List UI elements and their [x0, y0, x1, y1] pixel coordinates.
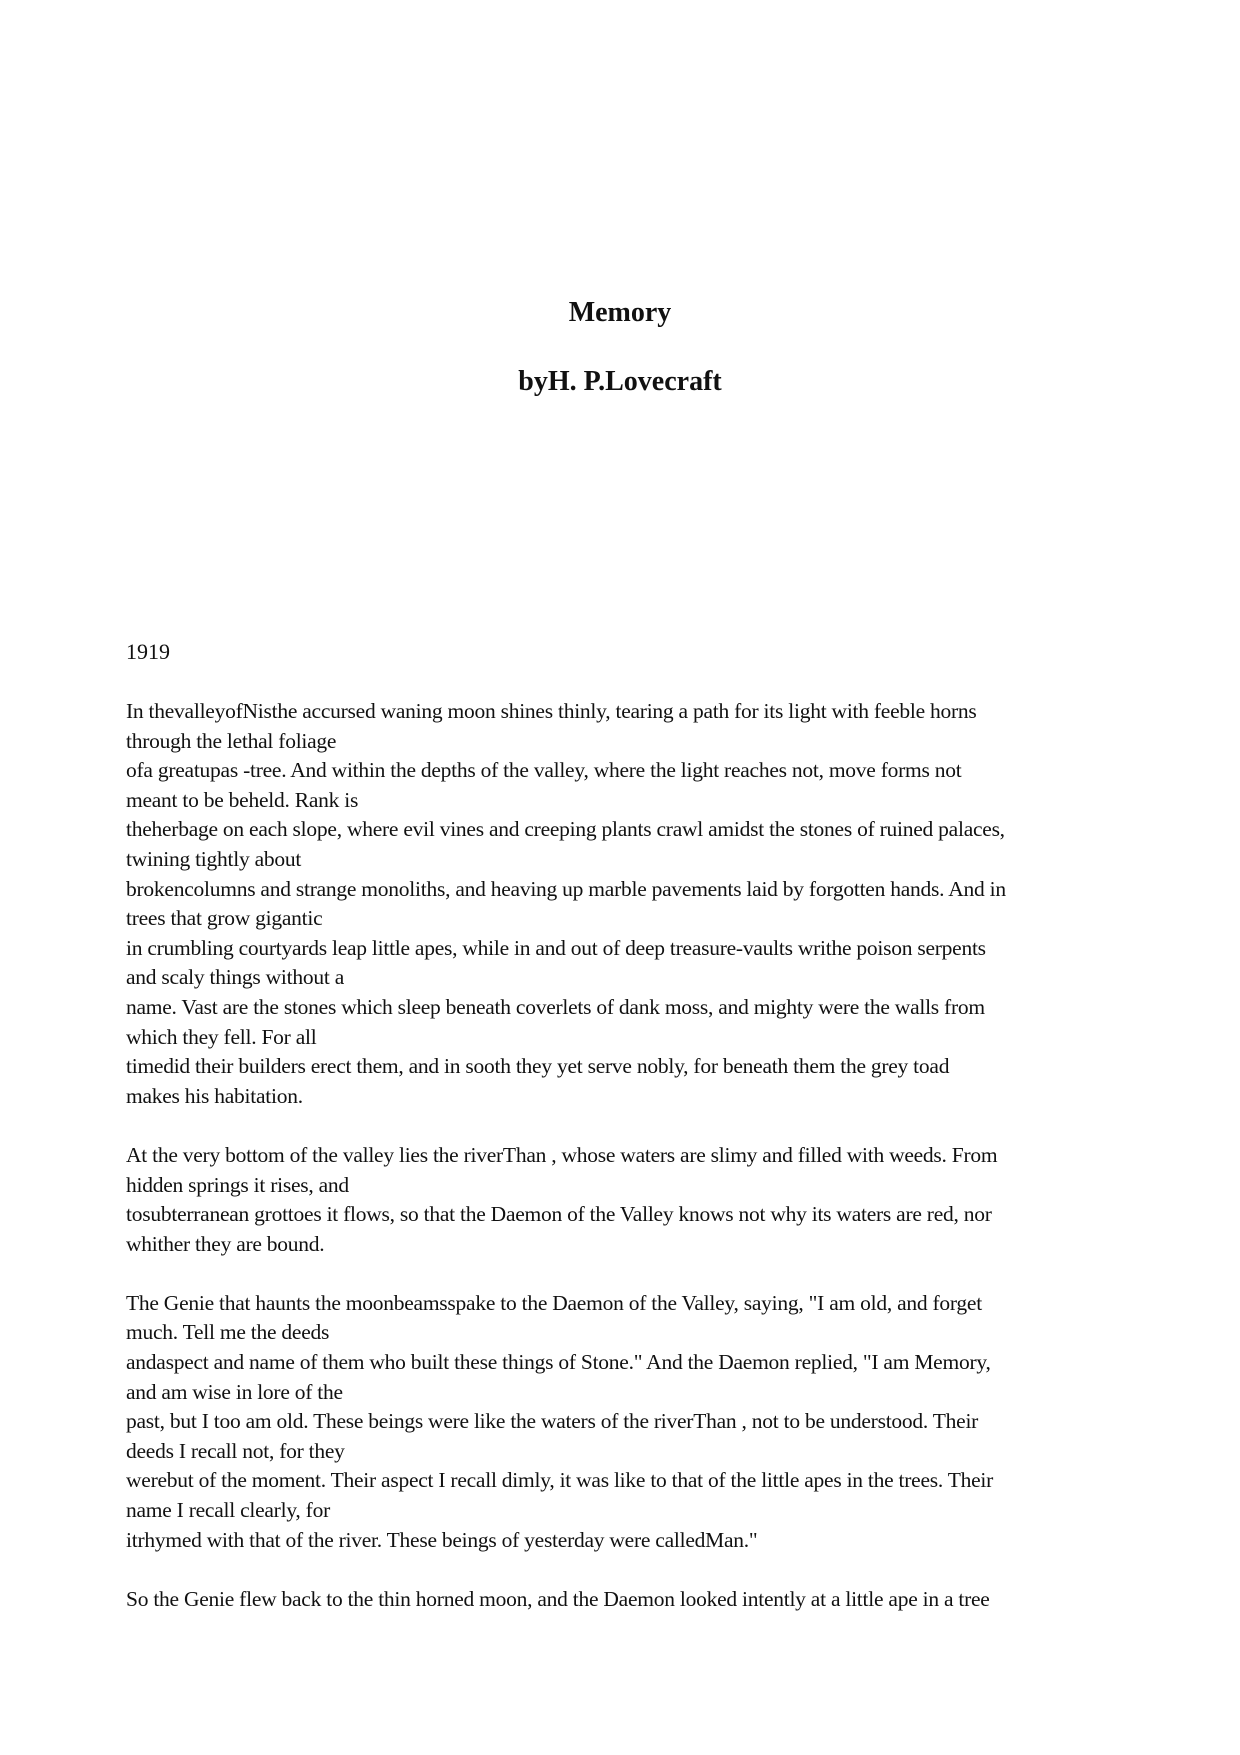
document-body: [126, 697, 1136, 1644]
text-line: timedid their builders erect them, and in sooth they yet serve nobly, for beneath them the grey toad: [126, 1054, 950, 1079]
text-line: in crumbling courtyards leap little apes, while in and out of deep treasure-vaults writhe poison serpents: [126, 935, 986, 960]
text-line: past, but I too am old. These beings were like the waters of the riverThan , not to be understood. Their: [126, 1409, 979, 1434]
document-year: 1919: [126, 639, 170, 664]
text-line: meant to be beheld. Rank is: [126, 787, 359, 812]
text-line: makes his habitation.: [126, 1083, 303, 1108]
text-line: brokencolumns and strange monoliths, and heaving up marble pavements laid by forgotten hands. And in: [126, 876, 1006, 901]
text-line: which they fell. For all: [126, 1024, 317, 1049]
paragraph: [126, 1585, 1136, 1615]
text-line: through the lethal foliage: [126, 728, 337, 753]
text-line: twining tightly about: [126, 846, 302, 871]
text-line: theherbage on each slope, where evil vines and creeping plants crawl amidst the stones of ruined palaces,: [126, 817, 1005, 842]
text-line: werebut of the moment. Their aspect I recall dimly, it was like to that of the little apes in the trees. Their: [126, 1468, 994, 1493]
text-line: trees that grow gigantic: [126, 906, 323, 931]
text-line: deeds I recall not, for they: [126, 1438, 345, 1463]
text-line: name I recall clearly, for: [126, 1498, 330, 1523]
text-line: name. Vast are the stones which sleep beneath coverlets of dank moss, and mighty were the walls from: [126, 994, 985, 1019]
text-line: tosubterranean grottoes it flows, so that the Daemon of the Valley knows not why its waters are red, nor: [126, 1202, 992, 1227]
paragraph: [126, 1289, 1136, 1555]
text-line: In thevalleyofNisthe accursed waning moon shines thinly, tearing a path for its light with feeble horns: [126, 699, 977, 723]
text-line: whither they are bound.: [126, 1231, 325, 1256]
text-line: itrhymed with that of the river. These beings of yesterday were calledMan.": [126, 1527, 758, 1552]
text-line: much. Tell me the deeds: [126, 1320, 330, 1345]
document-byline: byH. P.Lovecraft: [518, 366, 722, 397]
text-line: The Genie that haunts the moonbeamsspake to the Daemon of the Valley, saying, "I am old, and forget: [126, 1290, 982, 1315]
text-line: hidden springs it rises, and: [126, 1172, 349, 1197]
text-line: and am wise in lore of the: [126, 1379, 343, 1404]
text-line: and scaly things without a: [126, 965, 345, 990]
text-line: andaspect and name of them who built these things of Stone." And the Daemon replied, "I am Memory,: [126, 1350, 991, 1375]
document-title: Memory: [568, 297, 672, 328]
paragraph: [126, 697, 1136, 1111]
text-line: ofa greatupas -tree. And within the depths of the valley, where the light reaches not, move forms not: [126, 758, 962, 783]
paragraph: [126, 1141, 1136, 1259]
text-line: At the very bottom of the valley lies the riverThan , whose waters are slimy and filled with weeds. From: [126, 1142, 998, 1167]
text-line: So the Genie flew back to the thin horned moon, and the Daemon looked intently at a little ape in a tree: [126, 1586, 990, 1611]
